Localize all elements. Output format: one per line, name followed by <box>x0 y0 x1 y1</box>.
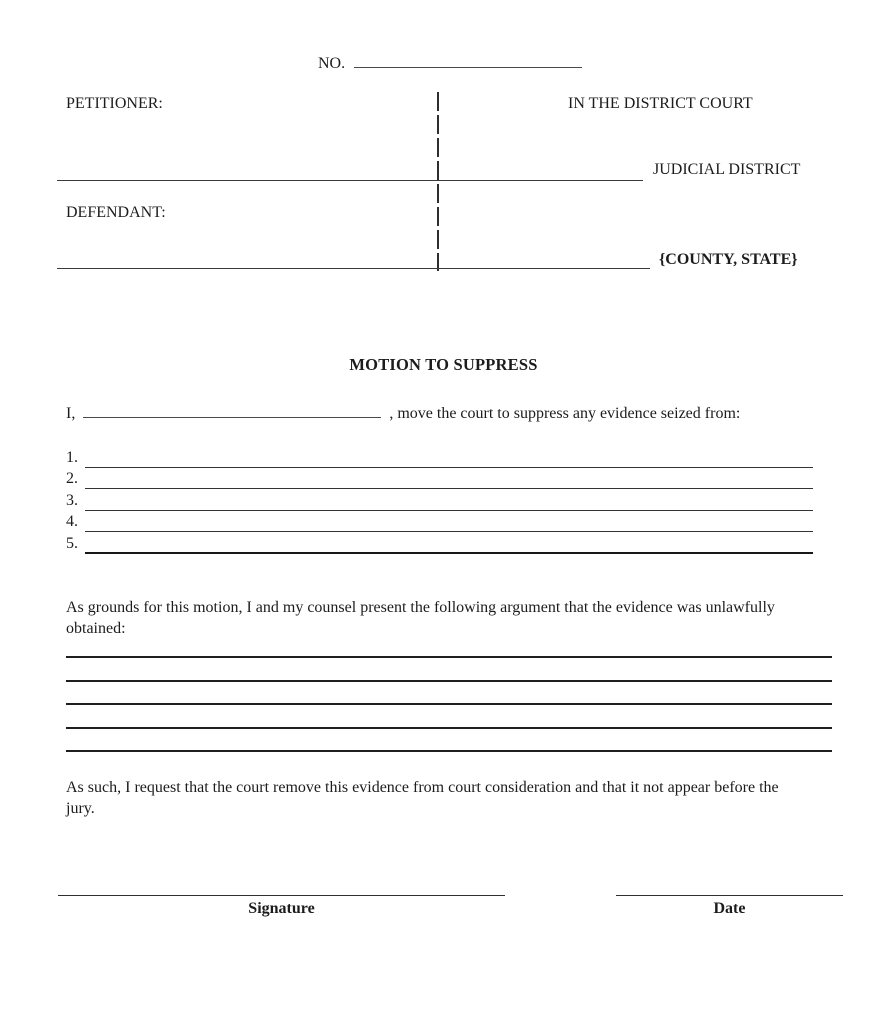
defendant-name-blank[interactable] <box>57 268 650 269</box>
movant-name-blank[interactable] <box>83 402 381 418</box>
evidence-item-blank-3[interactable] <box>85 489 813 511</box>
evidence-item-row <box>66 511 813 533</box>
grounds-writing-line-2[interactable] <box>66 680 832 682</box>
evidence-item-blank-1[interactable] <box>85 446 813 468</box>
evidence-item-number: 3. <box>66 491 78 509</box>
evidence-item-number: 2. <box>66 470 78 487</box>
evidence-item-number: 4. <box>66 513 78 530</box>
intro-prefix: I, <box>66 405 76 422</box>
date-line[interactable] <box>616 895 843 896</box>
petitioner-label: PETITIONER: <box>66 95 163 112</box>
evidence-item-row <box>66 532 813 554</box>
evidence-item-blank-4[interactable] <box>85 511 813 533</box>
evidence-item-number: 5. <box>66 534 78 552</box>
judicial-district-label: JUDICIAL DISTRICT <box>653 161 801 178</box>
closing-paragraph: As such, I request that the court remove this evidence from court consideration and that it not appear before the jury. <box>66 779 779 817</box>
petitioner-name-blank[interactable] <box>57 180 643 181</box>
grounds-writing-line-5[interactable] <box>66 750 832 752</box>
defendant-label: DEFENDANT: <box>66 204 166 221</box>
case-number-blank[interactable] <box>354 52 582 68</box>
intro-suffix: , move the court to suppress any evidence seized from: <box>389 405 741 422</box>
evidence-list <box>66 446 813 554</box>
form-title: MOTION TO SUPPRESS <box>349 355 538 374</box>
county-state-placeholder: {COUNTY, STATE} <box>659 251 798 268</box>
signature-line[interactable] <box>58 895 505 896</box>
grounds-paragraph: As grounds for this motion, I and my counsel present the following argument that the evidence was unlawfully obtained: <box>66 599 775 637</box>
case-number-label: NO. <box>318 55 346 72</box>
evidence-item-blank-5[interactable] <box>85 532 813 554</box>
evidence-item-row <box>66 489 813 511</box>
grounds-writing-line-4[interactable] <box>66 727 832 729</box>
evidence-item-row <box>66 446 813 468</box>
case-number-row <box>318 52 582 73</box>
evidence-item-blank-2[interactable] <box>85 468 813 490</box>
signature-label: Signature <box>248 900 315 917</box>
intro-sentence <box>66 402 740 423</box>
evidence-item-row <box>66 468 813 490</box>
caption-divider-dashed-line <box>437 92 439 271</box>
date-label: Date <box>713 900 746 917</box>
grounds-writing-line-3[interactable] <box>66 703 832 705</box>
evidence-item-number: 1. <box>66 448 78 466</box>
court-name-text: IN THE DISTRICT COURT <box>568 95 753 112</box>
grounds-writing-line-1[interactable] <box>66 656 832 658</box>
